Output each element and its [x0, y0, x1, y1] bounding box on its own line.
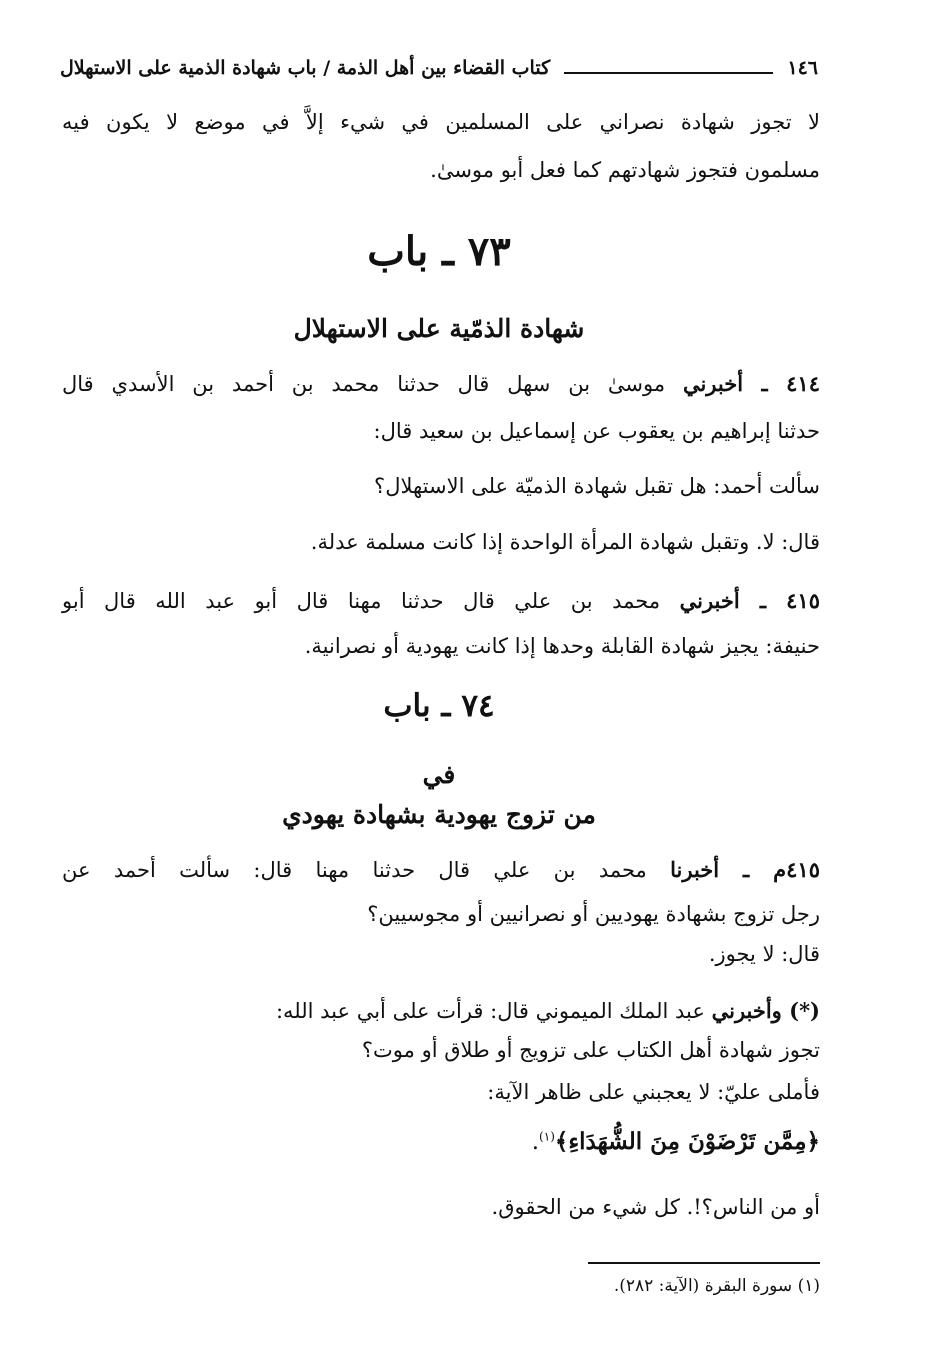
entry-415m-number: ٤١٥م ـ أخبرنا — [670, 857, 820, 882]
entry-414-chain: موسىٰ بن سهل قال حدثنا محمد بن أحمد بن الأسدي قال — [62, 372, 666, 396]
entry-415-number: ٤١٥ ـ أخبرني — [679, 588, 820, 613]
entry-star-line-2: تجوز شهادة أهل الكتاب على تزويج أو طلاق أو موت؟ — [361, 1038, 820, 1062]
entry-415m-answer: قال: لا يجوز. — [708, 942, 820, 966]
entry-415m-line-1 — [62, 857, 820, 882]
entry-414-line-2: حدثنا إبراهيم بن يعقوب عن إسماعيل بن سعيد قال: — [373, 419, 820, 443]
verse-end-mark: . — [531, 1129, 540, 1155]
running-header — [60, 48, 818, 88]
chapter-74-subtitle: من تزوج يهودية بشهادة يهودي — [282, 800, 596, 829]
chapter-73-subtitle: شهادة الذمّية على الاستهلال — [293, 314, 585, 343]
chapter-74-prefix: في — [422, 760, 456, 789]
entry-415-line-1 — [62, 588, 820, 613]
entry-414-line-1 — [62, 371, 820, 396]
header-rule — [564, 72, 773, 74]
entry-415-chain: محمد بن علي قال حدثنا مهنا قال أبو عبد الله قال أبو — [62, 589, 661, 613]
intro-line-2: مسلمون فتجوز شهادتهم كما فعل أبو موسىٰ. — [430, 158, 820, 182]
running-title: كتاب القضاء بين أهل الذمة / باب شهادة الذمية على الاستهلال — [60, 57, 551, 79]
page-number: ١٤٦ — [787, 57, 818, 79]
chapter-74-heading: ٧٤ ـ باب — [383, 688, 495, 724]
entry-star-line-5: أو من الناس؟!. كل شيء من الحقوق. — [491, 1195, 820, 1219]
entry-415m-line-2: رجل تزوج بشهادة يهوديين أو نصرانيين أو مجوسيين؟ — [367, 902, 820, 926]
intro-line-1: لا تجوز شهادة نصراني على المسلمين في شيء إلاَّ في موضع لا يكون فيه — [62, 110, 820, 134]
footnote-ref: (١) — [539, 1129, 555, 1144]
footnote-rule — [588, 1262, 820, 1264]
entry-415m-chain: محمد بن علي قال حدثنا مهنا قال: سألت أحمد عن — [62, 858, 647, 882]
entry-414-question: سألت أحمد: هل تقبل شهادة الذميّة على الاستهلال؟ — [374, 474, 820, 498]
chapter-73-heading: ٧٣ ـ باب — [367, 228, 511, 275]
entry-415-line-2: حنيفة: يجيز شهادة القابلة وحدها إذا كانت يهودية أو نصرانية. — [304, 634, 820, 658]
entry-414-answer: قال: لا. وتقبل شهادة المرأة الواحدة إذا كانت مسلمة عدلة. — [310, 530, 820, 554]
entry-star-line-3: فأملى عليّ: لا يعجبني على ظاهر الآية: — [487, 1080, 820, 1104]
quran-verse: ﴿مِمَّن تَرْضَوْنَ مِنَ الشُّهَدَاءِ﴾ — [554, 1128, 820, 1155]
footnote: (١) سورة البقرة (الآية: ٢٨٢). — [613, 1276, 820, 1296]
entry-star-label: (*) وأخبرني — [711, 998, 820, 1023]
entry-star-line-1 — [276, 998, 820, 1023]
quran-verse-line — [532, 1128, 820, 1155]
entry-414-number: ٤١٤ ـ أخبرني — [682, 371, 820, 396]
entry-star-chain: عبد الملك الميموني قال: قرأت على أبي عبد الله: — [275, 999, 705, 1023]
